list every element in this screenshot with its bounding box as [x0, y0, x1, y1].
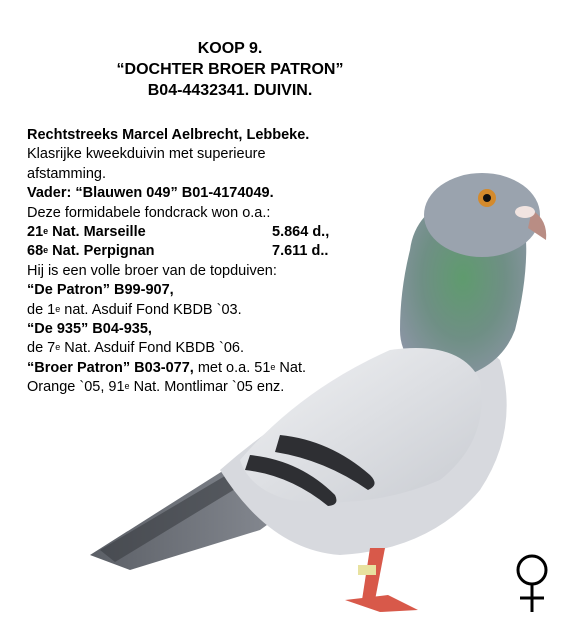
- result-birds: 5.864 d.,: [272, 224, 330, 241]
- d935-name: “De 935” B04-935,: [27, 321, 152, 338]
- intro-line-2: afstamming.: [27, 165, 106, 182]
- won-line: Deze formidabele fondcrack won o.a.:: [27, 204, 271, 221]
- patron-name: “De Patron” B99-907,: [27, 282, 174, 299]
- result-birds: 7.611 d..: [272, 243, 329, 260]
- pigeon-photo: [70, 170, 550, 620]
- broer-line: “Broer Patron” B03-077, met o.a. 51e Nat.: [27, 359, 307, 376]
- ring-number: B04-4432341. DUIVIN.: [147, 82, 313, 99]
- patron-result: de 1e nat. Asduif Fond KBDB `03.: [27, 301, 242, 318]
- lot-name: “DOCHTER BROER PATRON”: [116, 61, 344, 78]
- female-symbol-icon: [510, 552, 554, 614]
- result-row: 68e Nat. Perpignan 7.611 d..: [27, 242, 347, 261]
- result-row: 21e Nat. Marseille 5.864 d.,: [27, 223, 347, 242]
- brother-line: Hij is een volle broer van de topduiven:: [27, 262, 277, 279]
- origin-line: Rechtstreeks Marcel Aelbrecht, Lebbeke.: [27, 127, 310, 143]
- father-value: “Blauwen 049” B01-4174049.: [71, 185, 274, 202]
- father-label: Vader:: [27, 185, 72, 202]
- lot-heading: [0, 38, 460, 101]
- broer-name: “Broer Patron” B03-077,: [27, 359, 194, 376]
- d935-result: de 7e Nat. Asduif Fond KBDB `06.: [27, 340, 245, 357]
- lot-number: KOOP 9.: [197, 40, 263, 57]
- orange-line: Orange `05, 91e Nat. Montlimar `05 enz.: [27, 379, 285, 396]
- intro-line-1: Klasrijke kweekduivin met superieure: [27, 146, 266, 163]
